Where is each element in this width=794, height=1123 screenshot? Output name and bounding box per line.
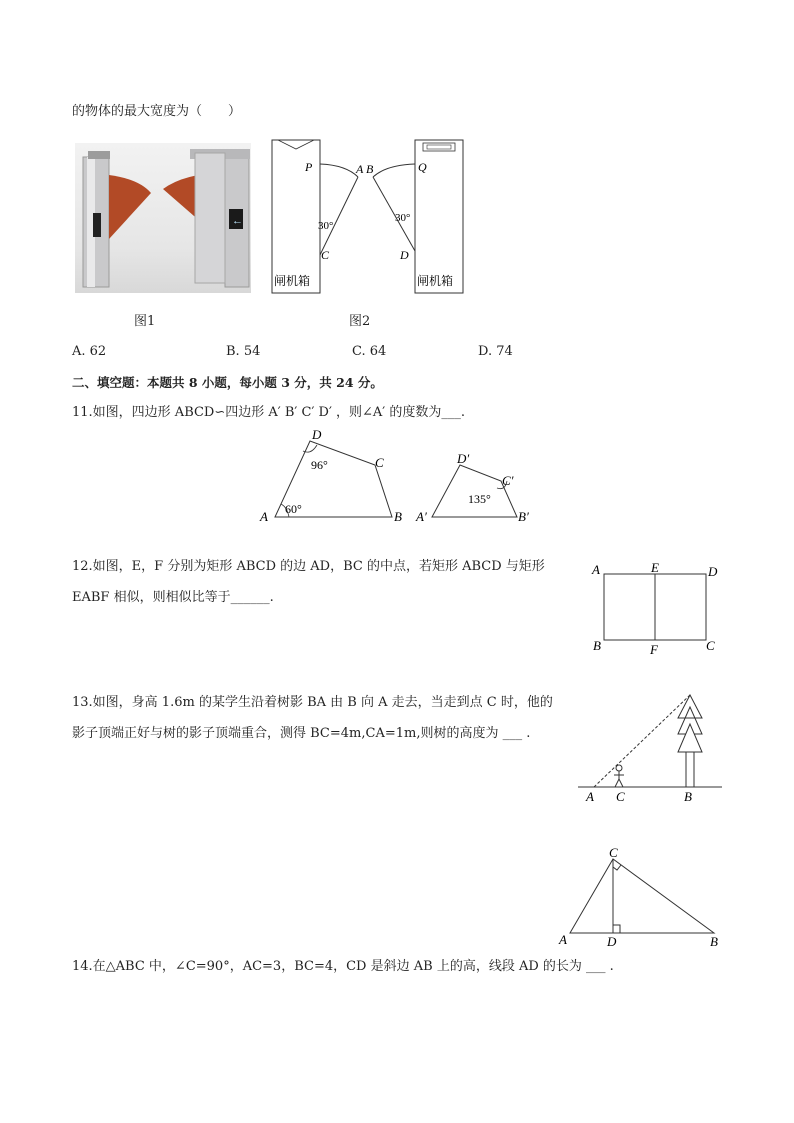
q11-text: 11.如图，四边形 ABCD∽四边形 A′ B′ C′ D′ ，则∠A′ 的度数为___. (72, 405, 466, 420)
q14-label-D: D (607, 934, 617, 949)
figure1-caption: 图1 (134, 314, 156, 329)
q11-label-D: D (312, 427, 322, 442)
label-A: A (356, 162, 364, 176)
q12-text-line2: EABF 相似，则相似比等于______. (72, 590, 274, 605)
q12-label-B: B (593, 638, 601, 653)
label-D: D (400, 248, 409, 262)
q11-angle-D: 96° (311, 458, 328, 472)
q11-figure (255, 425, 555, 530)
q11-label-C2: C′ (502, 473, 514, 488)
label-Q: Q (418, 160, 427, 174)
q11-label-C: C (375, 455, 384, 470)
q11-label-A2: A′ (416, 509, 427, 524)
q13-label-C: C (616, 789, 625, 804)
figure2-caption: 图2 (349, 314, 371, 329)
option-c: C. 64 (352, 344, 387, 359)
q13-text-line1: 13.如图，身高 1.6m 的某学生沿着树影 BA 由 B 向 A 走去，当走到点 C 时，他的 (72, 695, 553, 710)
q14-label-C: C (609, 845, 618, 860)
q12-label-D: D (708, 564, 718, 579)
q14-text: 14.在△ABC 中，∠C=90°，AC=3，BC=4，CD 是斜边 AB 上的高，线段 AD 的长为 ___ . (72, 959, 614, 974)
angle-left: 30° (318, 220, 334, 232)
q14-label-B: B (710, 934, 718, 949)
option-b: B. 54 (226, 344, 261, 359)
q11-label-A: A (260, 509, 268, 524)
q13-label-A: A (586, 789, 594, 804)
q11-label-D2: D′ (457, 451, 470, 466)
q12-text-line1: 12.如图，E，F 分别为矩形 ABCD 的边 AD，BC 的中点，若矩形 ABCD 与矩形 (72, 559, 545, 574)
q14-figure (556, 843, 726, 951)
q10-text: 的物体的最大宽度为（ ） (72, 104, 242, 119)
svg-text:←: ← (232, 215, 243, 227)
q14-label-A: A (559, 932, 567, 947)
q12-label-C: C (706, 638, 715, 653)
section-heading: 二、填空题：本题共 8 小题，每小题 3 分，共 24 分。 (72, 375, 383, 390)
q13-figure (576, 690, 724, 808)
right-box-label: 闸机箱 (417, 274, 454, 288)
label-C: C (321, 248, 330, 262)
q12-figure (588, 560, 723, 658)
q11-label-B: B (394, 509, 402, 524)
option-d: D. 74 (478, 344, 513, 359)
turnstile-photo (75, 143, 251, 293)
q13-label-B: B (684, 789, 692, 804)
turnstile-diagram (268, 137, 468, 297)
label-B: B (366, 162, 374, 176)
q12-label-A: A (592, 562, 600, 577)
q12-label-E: E (651, 560, 659, 575)
q11-label-B2: B′ (518, 509, 529, 524)
label-P: P (305, 160, 313, 174)
q13-text-line2: 影子顶端正好与树的影子顶端重合，测得 BC=4m,CA=1m,则树的高度为 ___ . (72, 726, 531, 741)
q11-angle-C2: 135° (468, 492, 491, 506)
q11-angle-A: 60° (285, 502, 302, 516)
option-a: A. 62 (72, 344, 107, 359)
q12-label-F: F (650, 642, 658, 657)
left-box-label: 闸机箱 (274, 274, 311, 288)
angle-right: 30° (395, 212, 411, 224)
